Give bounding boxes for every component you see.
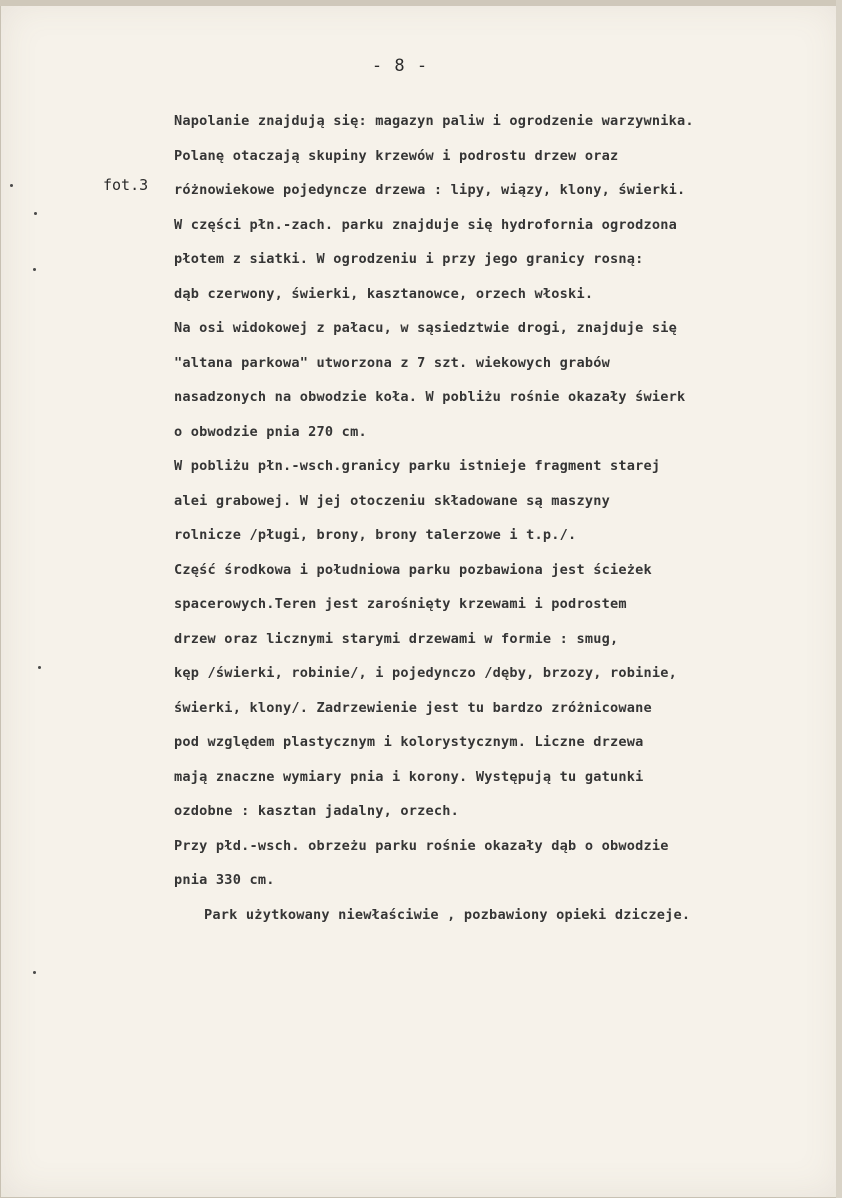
text-line: spacerowych.Teren jest zarośnięty krzewami i podrostem [174, 596, 627, 612]
text-line: W pobliżu płn.-wsch.granicy parku istnieje fragment starej [174, 458, 661, 474]
text-line: świerki, klony/. Zadrzewienie jest tu bardzo zróżnicowane [174, 699, 652, 716]
text-line: kęp /świerki, robinie/, i pojedynczo /dęby, brzozy, robinie, [174, 665, 678, 681]
binding-hole-mark [38, 666, 41, 669]
text-line: Polanę otaczają skupiny krzewów i podrostu drzew oraz [174, 147, 619, 164]
text-line: Na osi widokowej z pałacu, w sąsiedztwie drogi, znajduje się [174, 320, 678, 336]
binding-hole-mark [10, 184, 13, 187]
closing-paragraph: Park użytkowany niewłaściwie , pozbawiony opieki dziczeje. [204, 906, 691, 923]
text-line: Przy płd.-wsch. obrzeżu parku rośnie okazały dąb o obwodzie [174, 837, 669, 854]
text-line: drzew oraz licznymi starymi drzewami w formie : smug, [174, 630, 619, 647]
binding-hole-mark [33, 971, 36, 974]
scan-edge-right [836, 0, 842, 1198]
text-line: ozdobne : kasztan jadalny, orzech. [174, 803, 460, 819]
text-line: pnia 330 cm. [174, 872, 275, 888]
binding-hole-mark [33, 268, 36, 271]
scan-edge-top [0, 0, 842, 6]
text-line: alei grabowej. W jej otoczeniu składowane są maszyny [174, 492, 610, 509]
text-line: Część środkowa i południowa parku pozbawiona jest ścieżek [174, 561, 652, 578]
text-line: pod względem plastycznym i kolorystycznym. Liczne drzewa [174, 734, 644, 750]
text-line: mają znaczne wymiary pnia i korony. Występują tu gatunki [174, 768, 644, 785]
text-line: rolnicze /pługi, brony, brony talerzowe i t.p./. [174, 527, 577, 543]
text-line: Napolanie znajdują się: magazyn paliw i ogrodzenie warzywnika. [174, 113, 694, 129]
photo-reference-note: fot.3 [103, 176, 149, 194]
body-text [174, 104, 814, 932]
text-line: "altana parkowa" utworzona z 7 szt. wiekowych grabów [174, 354, 610, 371]
text-line: o obwodzie pnia 270 cm. [174, 423, 367, 440]
text-line: różnowiekowe pojedyncze drzewa : lipy, wiązy, klony, świerki. [174, 182, 686, 198]
page-number: - 8 - [371, 56, 429, 76]
text-line: W części płn.-zach. parku znajduje się hydrofornia ogrodzona [174, 216, 678, 233]
text-line: dąb czerwony, świerki, kasztanowce, orzech włoski. [174, 285, 594, 302]
binding-hole-mark [34, 212, 37, 215]
text-line: nasadzonych na obwodzie koła. W pobliżu rośnie okazały świerk [174, 389, 686, 405]
text-line: płotem z siatki. W ogrodzeniu i przy jego granicy rosną: [174, 251, 644, 267]
